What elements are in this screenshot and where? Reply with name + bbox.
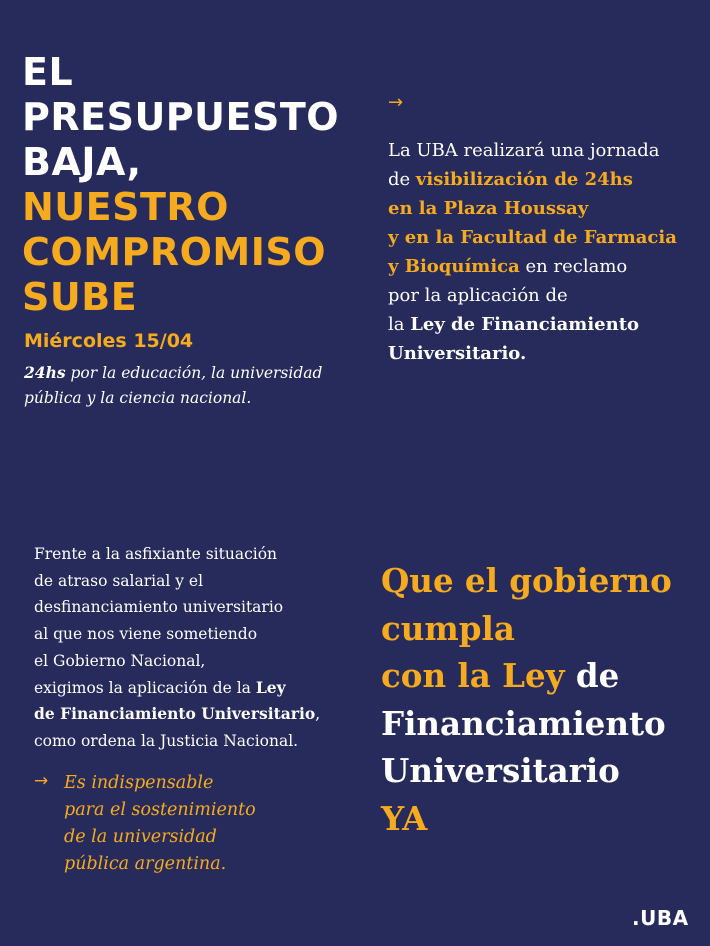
text-highlight: visibilización de 24hs [415,169,633,190]
event-sub-text: por la educación, la universidad [65,364,323,382]
highlight-line: de la universidad [64,827,217,847]
announcement-line [388,165,698,194]
event-subtitle [24,360,344,411]
text-fragment: en reclamo [519,256,628,277]
demand-line: Que el gobierno [381,561,672,600]
announcement-line [388,339,698,368]
headline-line: SUBE [22,275,138,319]
context-line: el Gobierno Nacional, [34,651,206,670]
announcement-line [388,252,698,281]
context-line: al que nos viene sometiendo [34,625,258,644]
headline-line: PRESUPUESTO [22,95,340,139]
demand-line: YA [381,798,428,838]
context-line [34,675,334,702]
announcement-line [388,223,698,252]
context-line: Frente a la asfixiante situación [34,545,278,563]
text-fragment: la [388,314,411,335]
demand-line: Financiamiento [381,703,666,743]
arrow-right-icon: → [388,92,404,113]
context-line: como ordena la Justicia Nacional. [34,731,299,750]
announcement-line: por la aplicación de [388,285,568,306]
text-highlight: en la Plaza Houssay [388,198,589,219]
headline-line: COMPROMISO [22,230,327,274]
context-line: desfinanciamiento universitario [34,598,284,617]
text-bold: Ley de Financiamiento [410,314,640,335]
text-fragment: exigimos la aplicación de la [34,678,256,697]
text-bold: Universitario. [388,343,527,364]
uba-logo: .UBA [632,906,689,930]
announcement-line [388,194,698,223]
context-line [34,701,334,728]
demand-statement [381,557,701,843]
text-fragment: , [315,705,321,724]
highlight-paragraph [64,770,334,878]
highlight-line: para el sostenimiento [64,800,256,820]
text-bold: de Financiamiento Universitario [34,704,316,724]
text-highlight: y en la Facultad de Farmacia [388,227,677,248]
headline [22,50,352,320]
demand-line: cumpla [381,608,515,648]
arrow-right-icon: → [34,771,49,791]
demand-line [381,652,701,700]
headline-line: EL [22,50,74,94]
event-sub-bold: 24hs [24,363,66,382]
announcement-line [388,310,698,339]
text-highlight: y Bioquímica [388,256,520,277]
context-line: de atraso salarial y el [34,571,204,590]
announcement-line: La UBA realizará una jornada [388,140,660,161]
event-date: Miércoles 15/04 [24,330,194,352]
text-fragment: de [388,169,416,190]
headline-line: NUESTRO [22,185,229,229]
announcement-paragraph [388,136,698,368]
highlight-line: pública argentina. [64,854,227,874]
context-paragraph [34,541,334,755]
text-bold: Ley [255,677,286,697]
text-fragment: de [564,656,620,696]
headline-line: BAJA, [22,140,142,184]
text-highlight: con la Ley [381,656,565,696]
highlight-line: Es indispensable [64,773,214,793]
demand-line: Universitario [381,751,620,791]
event-sub-text: pública y la ciencia nacional. [24,389,252,407]
